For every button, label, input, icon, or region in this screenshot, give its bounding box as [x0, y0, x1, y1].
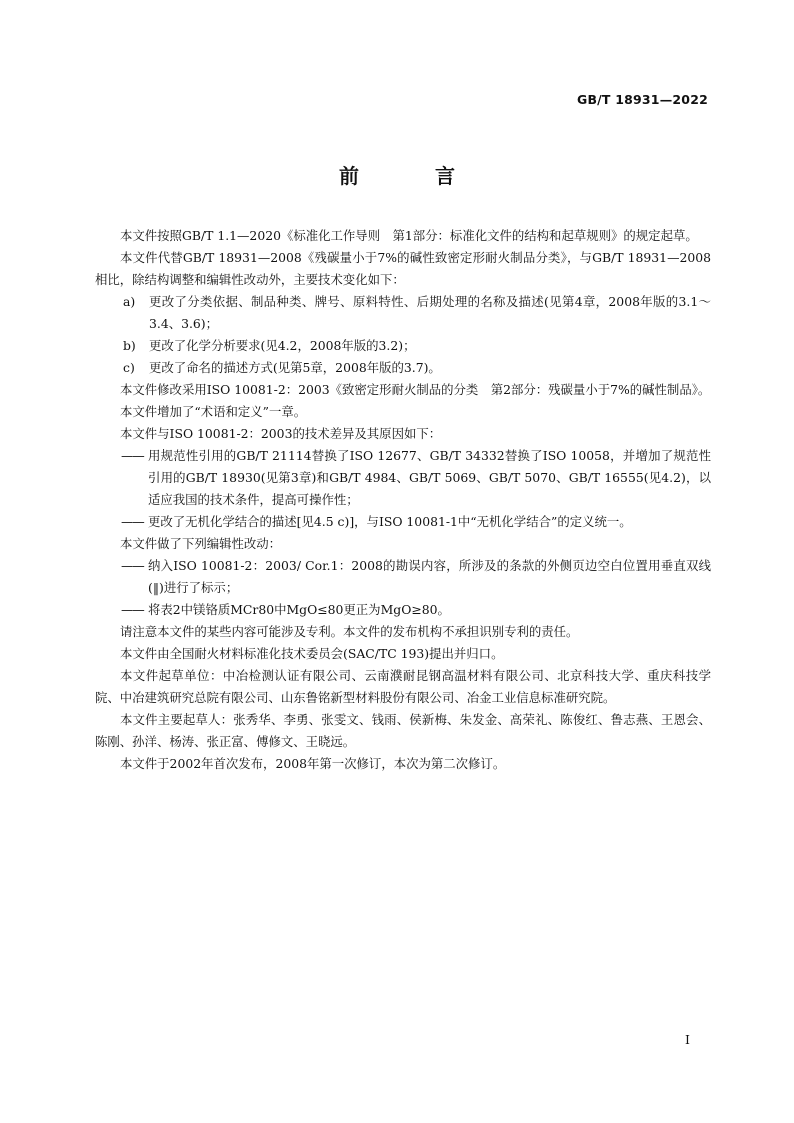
paragraph-iso-adoption: 本文件修改采用ISO 10081-2：2003《致密定形耐火制品的分类 第2部分：残碳量小于7%的碱性制品》。	[120, 382, 711, 397]
paragraph-added-chapter: 本文件增加了“术语和定义”一章。	[120, 404, 307, 419]
paragraph-drafting-rules: 本文件按照GB/T 1.1—2020《标准化工作导则 第1部分：标准化文件的结构和起草规则》的规定起草。	[120, 228, 698, 243]
dash-marker: ——	[121, 514, 144, 529]
page-title: 前 言	[339, 164, 483, 188]
paragraph-history: 本文件于2002年首次发布，2008年第一次修订，本次为第二次修订。	[120, 756, 506, 771]
list-marker: b)	[123, 338, 136, 353]
list-item	[95, 555, 711, 599]
paragraph-proposer: 本文件由全国耐火材料标准化技术委员会(SAC/TC 193)提出并归口。	[120, 646, 504, 661]
paragraph-drafting-units: 本文件起草单位：中冶检测认证有限公司、云南濮耐昆钢高温材料有限公司、北京科技大学、重庆科技学院、中冶建筑研究总院有限公司、山东鲁铭新型材料股份有限公司、冶金工业信息标准研究院。	[95, 668, 711, 705]
list-item	[95, 445, 711, 511]
dash-marker: ——	[121, 558, 144, 573]
list-item	[95, 291, 711, 335]
paragraph-drafters: 本文件主要起草人：张秀华、李勇、张雯文、钱雨、侯新梅、朱发金、高荣礼、陈俊红、鲁志燕、王恩会、陈刚、孙洋、杨涛、张正富、傅修文、王晓远。	[95, 712, 711, 749]
list-item-text: 将表2中镁铬质MCr80中MgO≤80更正为MgO≥80。	[148, 602, 450, 617]
paragraph-editorial-changes: 本文件做了下列编辑性改动：	[120, 536, 282, 551]
document-code: GB/T 18931—2022	[576, 92, 708, 107]
list-item-text: 用规范性引用的GB/T 21114替换了ISO 12677、GB/T 34332替换了ISO 10058，并增加了规范性引用的GB/T 18930(见第3章)和GB/T 4984、GB/T 5069、GB/T 5070、GB/T 16555(见4.2)，以适应我国的技术条件，提高可操作性；	[148, 448, 711, 507]
list-item	[95, 599, 711, 621]
list-item-text: 更改了无机化学结合的描述[见4.5 c)]，与ISO 10081-1中“无机化学结合”的定义统一。	[148, 514, 632, 529]
list-item-text: 纳入ISO 10081-2：2003/ Cor.1：2008的勘误内容，所涉及的条款的外侧页边空白位置用垂直双线(‖)进行了标示；	[148, 558, 711, 595]
page-number: I	[685, 1032, 690, 1047]
list-item-text: 更改了化学分析要求(见4.2，2008年版的3.2)；	[149, 338, 416, 353]
list-item	[95, 511, 711, 533]
foreword-body	[95, 225, 711, 775]
dash-marker: ——	[121, 448, 144, 463]
list-item-text: 更改了命名的描述方式(见第5章，2008年版的3.7)。	[149, 360, 441, 375]
list-marker: c)	[123, 360, 135, 375]
list-item	[95, 335, 711, 357]
paragraph-technical-differences: 本文件与ISO 10081-2：2003的技术差异及其原因如下：	[120, 426, 442, 441]
paragraph-replacement: 本文件代替GB/T 18931—2008《残碳量小于7%的碱性致密定形耐火制品分类》，与GB/T 18931—2008相比，除结构调整和编辑性改动外，主要技术变化如下：	[95, 250, 711, 287]
list-marker: a)	[123, 294, 136, 309]
paragraph-patent-notice: 请注意本文件的某些内容可能涉及专利。本文件的发布机构不承担识别专利的责任。	[120, 624, 579, 639]
dash-marker: ——	[121, 602, 144, 617]
list-item-text: 更改了分类依据、制品种类、牌号、原料特性、后期处理的名称及描述(见第4章，2008年版的3.1～3.4、3.6)；	[149, 294, 711, 331]
list-item	[95, 357, 711, 379]
